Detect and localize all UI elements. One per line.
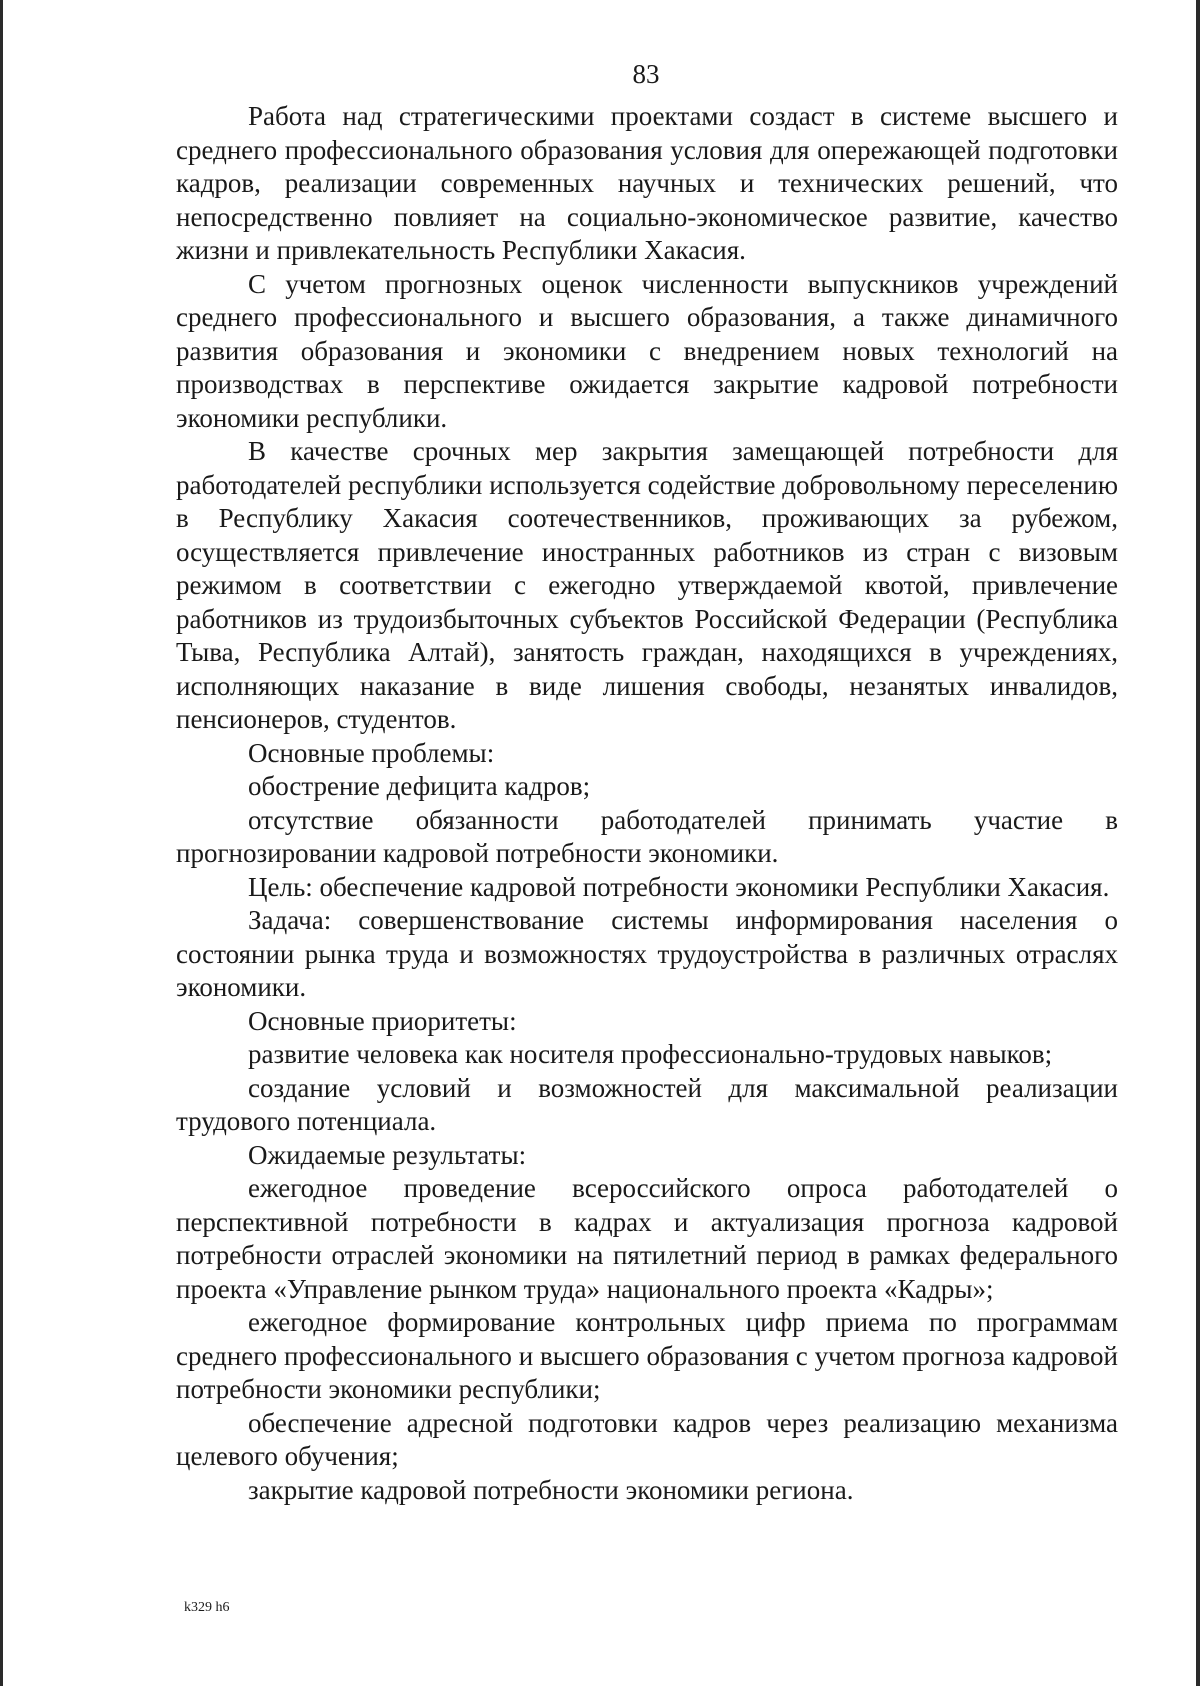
paragraph-strategic-projects: Работа над стратегическими проектами создаст в системе высшего и среднего профессионального образования условия для опережающей подготовки кадров, реализации современных научных и технических решений, что непосредственно повлияет на социально-экономическое развитие, качество жизни и привлекательность Республики Хакасия. — [176, 101, 1118, 265]
problem-item: отсутствие обязанности работодателей принимать участие в прогнозировании кадровой потребности экономики. — [176, 804, 1118, 868]
heading-main-problems: Основные проблемы: — [248, 737, 495, 768]
result-item: обеспечение адресной подготовки кадров через реализацию механизма целевого обучения; — [176, 1407, 1118, 1471]
paragraph-urgent-measures: В качестве срочных мер закрытия замещающей потребности для работодателей республики используется содействие добровольному переселению в Республику Хакасия соотечественников, проживающих за рубежом, осуществляется привлечение иностранных работников из стран с визовым режимом в соответствии с ежегодно утверждаемой квотой, привлечение работников из трудоизбыточных субъектов Российской Федерации (Республика Тыва, Республика Алтай), занятость граждан, находящихся в учреждениях, исполняющих наказание в виде лишения свободы, незанятых инвалидов, пенсионеров, студентов. — [176, 436, 1118, 734]
scan-edge-left — [0, 0, 3, 1686]
heading-main-priorities: Основные приоритеты: — [248, 1005, 517, 1036]
result-item: ежегодное проведение всероссийского опроса работодателей о перспективной потребности в кадрах и актуализация прогноза кадровой потребности отраслей экономики на пятилетний период в рамках федерального проекта «Управление рынком труда» национального проекта «Кадры»; — [176, 1173, 1118, 1304]
result-item: ежегодное формирование контрольных цифр приема по программам среднего профессионального и высшего образования с учетом прогноза кадровой потребности экономики республики; — [176, 1307, 1118, 1404]
page-number: 83 — [632, 59, 660, 89]
priority-item: развитие человека как носителя профессионально-трудовых навыков; — [248, 1039, 1053, 1069]
heading-expected-results: Ожидаемые результаты: — [248, 1139, 527, 1170]
task-statement: Задача: совершенствование системы информирования населения о состоянии рынка труда и возможностях трудоустройства в различных отраслях экономики. — [176, 905, 1118, 1002]
priority-item: создание условий и возможностей для максимальной реализации трудового потенциала. — [176, 1072, 1118, 1136]
footer-document-code: k329 h6 — [184, 1600, 230, 1615]
result-item: закрытие кадровой потребности экономики региона. — [248, 1474, 854, 1505]
paragraph-graduate-forecast: С учетом прогнозных оценок численности выпускников учреждений среднего профессионального и высшего образования, а также динамичного развития образования и экономики с внедрением новых технологий на производствах в перспективе ожидается закрытие кадровой потребности экономики республики. — [176, 268, 1118, 433]
goal-statement: Цель: обеспечение кадровой потребности экономики Республики Хакасия. — [248, 871, 1110, 902]
problem-item: обострение дефицита кадров; — [248, 771, 591, 801]
scan-edge-right — [1196, 0, 1200, 1686]
document-body — [176, 100, 1118, 1507]
